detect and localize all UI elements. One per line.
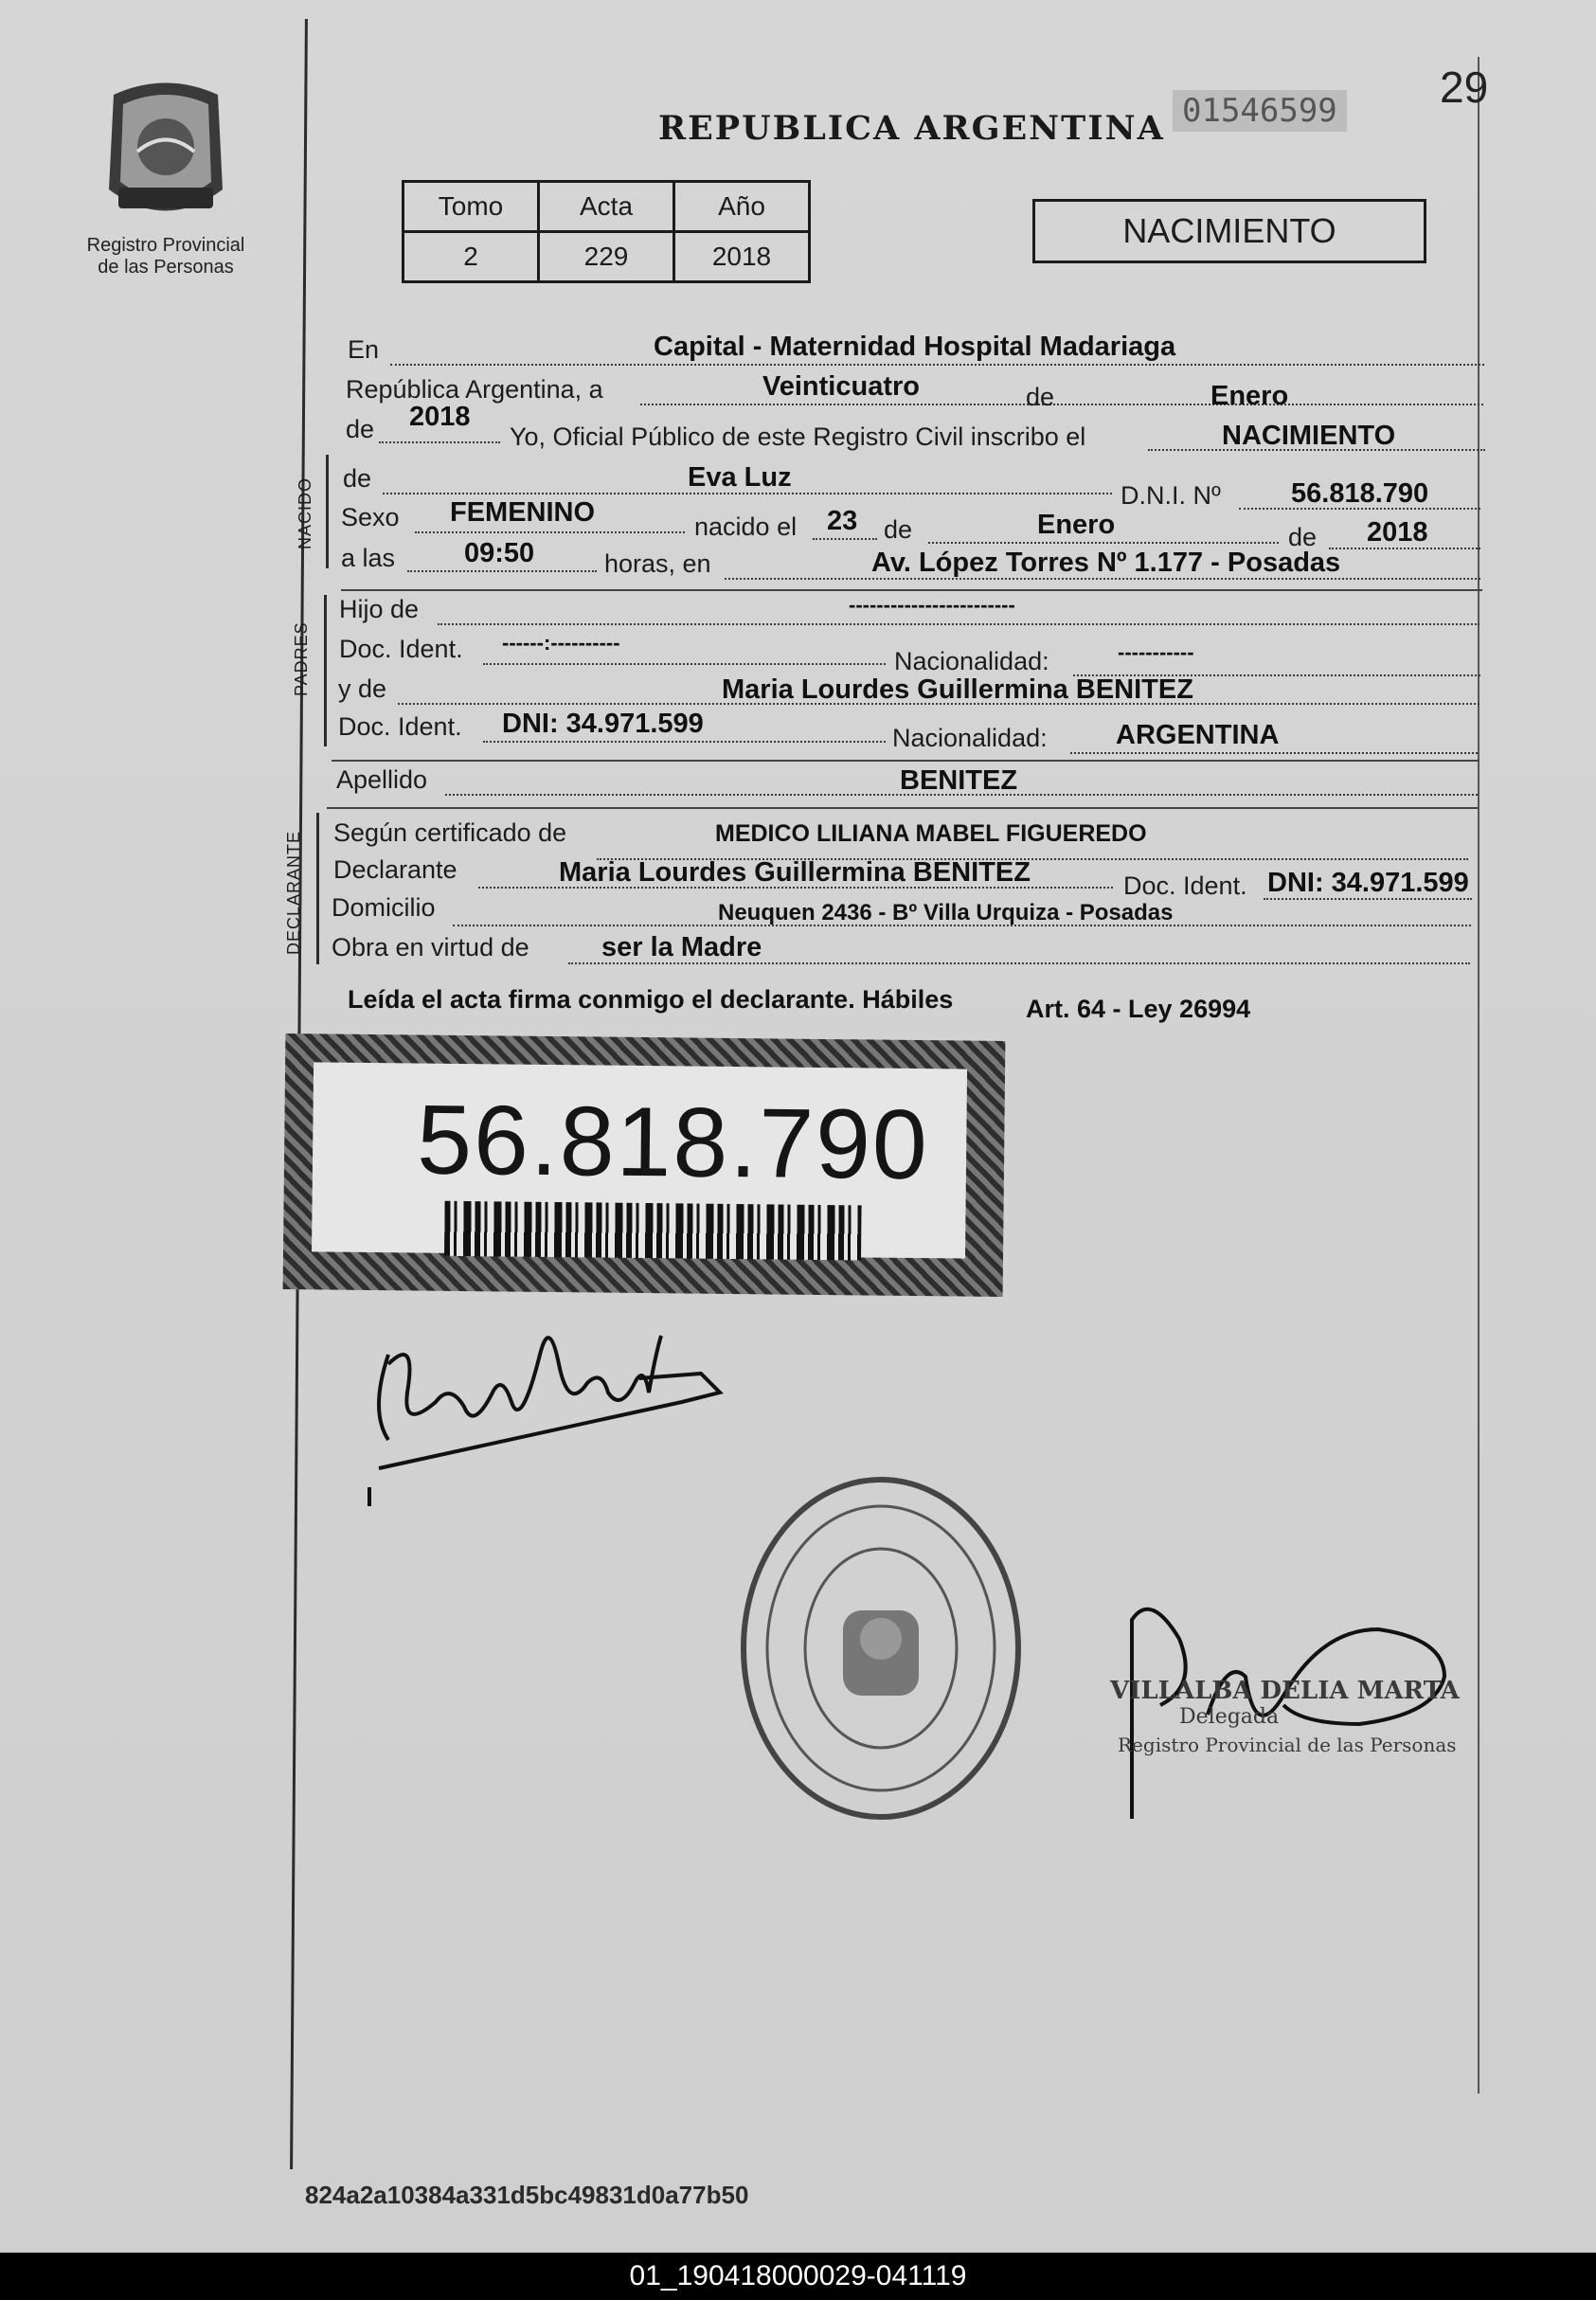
dni-barcode	[444, 1201, 862, 1261]
label-nacionalidad-2: Nacionalidad:	[892, 724, 1048, 752]
label-nacido-el: nacido el	[694, 512, 798, 541]
value-madre-doc: DNI: 34.971.599	[502, 709, 704, 739]
label-en: En	[348, 335, 380, 364]
value-declarante-doc: DNI: 34.971.599	[1267, 868, 1469, 898]
leader-line	[438, 623, 1479, 625]
label-apellido: Apellido	[336, 765, 428, 794]
section-bar-padres	[324, 595, 327, 746]
value-tipo: NACIMIENTO	[1222, 421, 1396, 451]
label-doc-ident-1: Doc. Ident.	[339, 635, 463, 663]
dni-sticker-number: 56.818.790	[416, 1085, 930, 1201]
label-y-de: y de	[338, 674, 387, 703]
value-anio-nac: 2018	[1367, 517, 1428, 548]
value-domicilio-nac: Av. López Torres Nº 1.177 - Posadas	[871, 548, 1341, 578]
label-doc-ident-3: Doc. Ident.	[1123, 871, 1247, 900]
label-declarante: Declarante	[333, 855, 457, 884]
leader-line	[483, 741, 886, 743]
value-virtud: ser la Madre	[601, 932, 762, 962]
value-lugar: Capital - Maternidad Hospital Madariaga	[654, 332, 1176, 362]
registry-value-tomo: 2	[403, 232, 539, 282]
closing-statement: Leída el acta firma conmigo el declarante. Hábiles	[348, 985, 954, 1014]
official-role: Delegada	[1179, 1705, 1280, 1729]
label-sexo: Sexo	[341, 503, 400, 531]
value-sexo: FEMENINO	[450, 497, 596, 528]
logo-caption-line1: Registro Provincial	[86, 235, 245, 256]
section-bar-declarante	[316, 813, 319, 964]
label-de-mes: de	[884, 515, 913, 544]
serial-number: 01546599	[1173, 90, 1347, 132]
official-name: VILLALBA DELIA MARTA	[1110, 1677, 1460, 1705]
dni-sticker-inner	[312, 1062, 967, 1258]
value-domicilio: Neuquen 2436 - Bº Villa Urquiza - Posadas	[718, 900, 1174, 925]
label-republica-a: República Argentina, a	[346, 375, 603, 404]
registry-header-acta: Acta	[539, 182, 674, 232]
label-dni: D.N.I. Nº	[1121, 481, 1221, 510]
declarant-signature	[360, 1298, 739, 1506]
value-apellido: BENITEZ	[900, 765, 1018, 796]
label-de: de	[1026, 383, 1055, 411]
registry-header-anio: Año	[674, 182, 810, 232]
footer-filename: 01_190418000029-041119	[0, 2253, 1596, 2300]
label-de-nombre: de	[343, 464, 372, 493]
value-certificado: MEDICO LILIANA MABEL FIGUEREDO	[715, 820, 1147, 847]
label-de2: de	[346, 415, 375, 443]
page-number: 29	[1440, 63, 1489, 112]
value-madre-nac: ARGENTINA	[1116, 720, 1280, 750]
section-bar-nacido	[326, 455, 329, 568]
separator	[341, 589, 1482, 591]
value-nombre: Eva Luz	[688, 462, 792, 493]
value-padre: ------------------------	[849, 593, 1015, 617]
value-mes: Enero	[1210, 381, 1289, 411]
official-office: Registro Provincial de las Personas	[1118, 1734, 1457, 1756]
provincial-emblem	[95, 76, 237, 227]
label-yo-oficial: Yo, Oficial Público de este Registro Civil inscribo el	[510, 422, 1086, 451]
value-anio: 2018	[409, 402, 471, 432]
value-dia-letras: Veinticuatro	[762, 371, 920, 402]
logo-caption-line2: de las Personas	[98, 257, 234, 278]
logo-caption	[76, 235, 256, 279]
document-type-box: NACIMIENTO	[1032, 199, 1426, 263]
value-declarante: Maria Lourdes Guillermina BENITEZ	[559, 857, 1031, 888]
label-obra-en-virtud: Obra en virtud de	[332, 933, 529, 961]
leader-line	[813, 538, 877, 540]
law-reference: Art. 64 - Ley 26994	[1026, 995, 1251, 1023]
value-hora: 09:50	[464, 538, 535, 568]
leader-line	[390, 364, 1484, 366]
side-label-declarante: DECLARANTE	[284, 830, 303, 955]
registry-table	[402, 180, 811, 283]
separator	[332, 760, 1479, 762]
side-label-padres: PADRES	[292, 621, 311, 696]
leader-line	[379, 441, 500, 443]
value-dni: 56.818.790	[1291, 478, 1429, 509]
leader-line	[1070, 752, 1478, 754]
separator	[327, 807, 1478, 809]
leader-line	[415, 531, 685, 533]
official-seal	[734, 1468, 1028, 1828]
registry-header-tomo: Tomo	[403, 182, 539, 232]
registry-value-acta: 229	[539, 232, 674, 282]
right-margin-line	[1478, 57, 1479, 2093]
label-hijo-de: Hijo de	[339, 595, 420, 623]
value-madre: Maria Lourdes Guillermina BENITEZ	[722, 674, 1193, 705]
leader-line	[928, 542, 1279, 544]
label-domicilio: Domicilio	[332, 893, 436, 922]
document-hash: 824a2a10384a331d5bc49831d0a77b50	[305, 2181, 749, 2209]
label-doc-ident-2: Doc. Ident.	[338, 712, 462, 741]
leader-line	[407, 570, 597, 572]
label-segun-certificado: Según certificado de	[333, 818, 567, 847]
dni-sticker	[283, 1033, 1006, 1297]
leader-line	[483, 663, 886, 665]
registry-value-anio: 2018	[674, 232, 810, 282]
label-de-anio: de	[1288, 523, 1318, 551]
country-title: REPUBLICA ARGENTINA	[658, 109, 1165, 148]
value-padre-nac: -----------	[1118, 640, 1194, 664]
label-a-las: a las	[341, 544, 396, 572]
value-padre-doc: ------:----------	[502, 631, 620, 655]
value-mes-nac: Enero	[1037, 510, 1116, 540]
label-nacionalidad-1: Nacionalidad:	[894, 647, 1049, 675]
label-horas-en: horas, en	[604, 549, 711, 578]
leader-line	[640, 404, 1483, 405]
value-dia-nac: 23	[827, 506, 858, 536]
side-label-nacido: NACIDO	[296, 476, 314, 549]
